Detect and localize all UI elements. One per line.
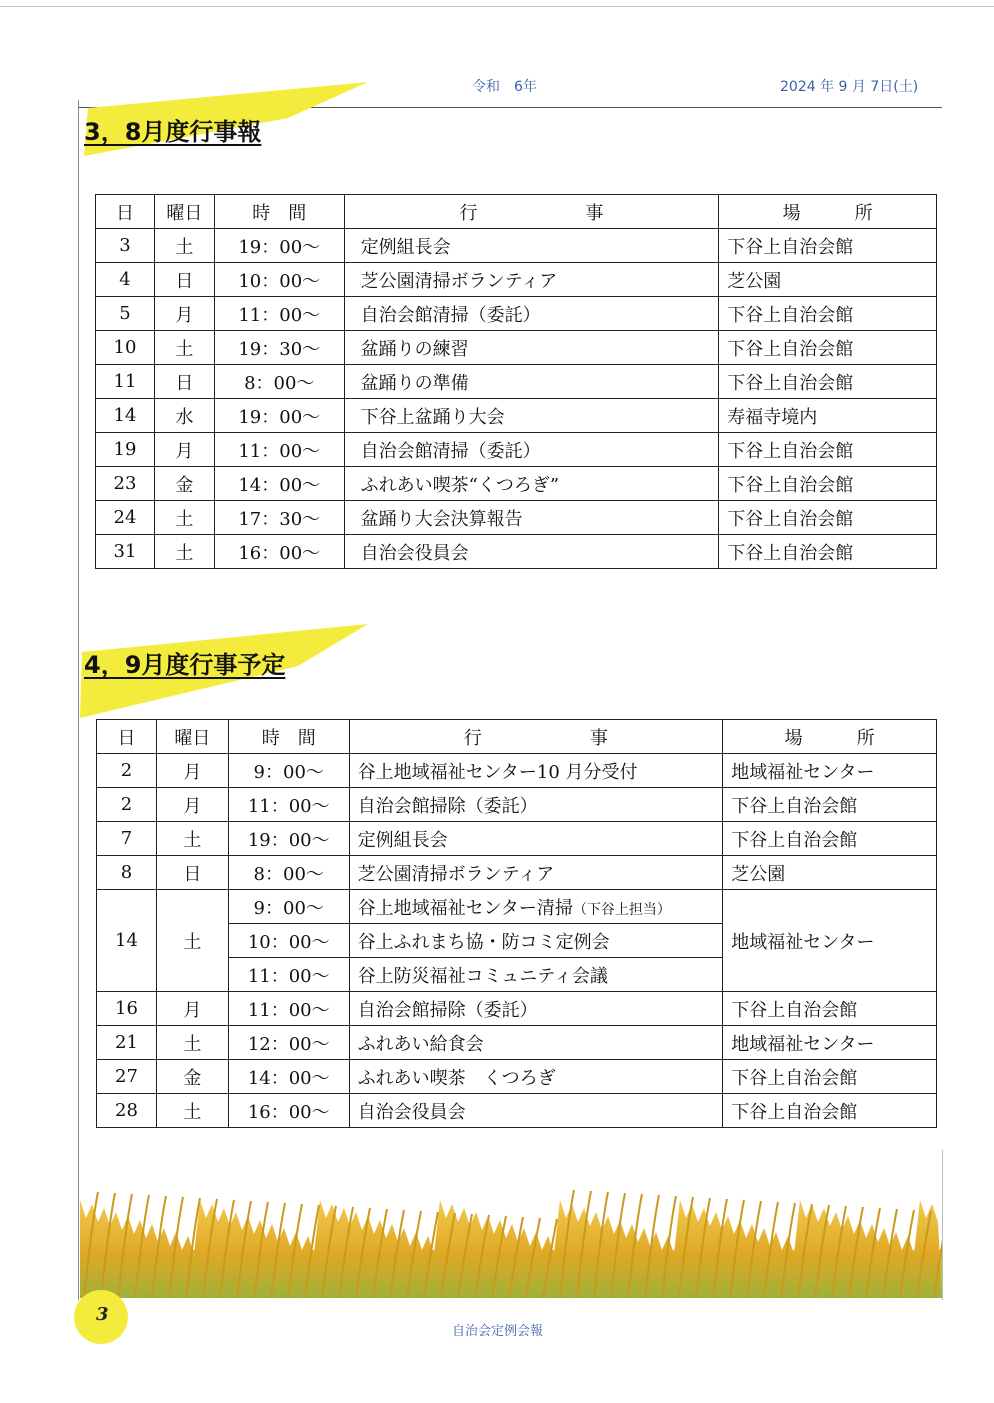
- section2-table: [96, 719, 937, 1128]
- col-event: 行 事: [349, 720, 723, 754]
- event-note: （下谷上担当）: [572, 901, 671, 918]
- header-era: 令和 6年: [472, 79, 537, 95]
- cell-weekday: 月: [154, 433, 214, 467]
- page-top-border: [0, 6, 994, 7]
- cell-day: 2: [97, 754, 157, 788]
- cell-event: 谷上地域福祉センター10 月分受付: [349, 754, 723, 788]
- table-row: [97, 788, 937, 822]
- col-time: 時 間: [214, 195, 344, 229]
- cell-time: 11：00～: [228, 788, 349, 822]
- cell-place: 地域福祉センター: [723, 754, 937, 788]
- cell-event: ふれあい給食会: [349, 1026, 723, 1060]
- cell-time: 14：00～: [228, 1060, 349, 1094]
- cell-weekday: 土: [156, 822, 228, 856]
- cell-weekday: 月: [156, 992, 228, 1026]
- cell-event: 自治会役員会: [349, 1094, 723, 1128]
- cell-event: 盆踊りの練習: [344, 331, 719, 365]
- cell-day: 23: [96, 467, 155, 501]
- cell-day: 11: [96, 365, 155, 399]
- cell-time: 11：00～: [214, 297, 344, 331]
- cell-day: 5: [96, 297, 155, 331]
- cell-event: 自治会館掃除（委託）: [349, 788, 723, 822]
- cell-time: 16：00～: [214, 535, 344, 569]
- page-number: 3: [96, 1304, 109, 1325]
- cell-time: 19：00～: [228, 822, 349, 856]
- table-header-row: [96, 195, 937, 229]
- col-time: 時 間: [228, 720, 349, 754]
- col-place: 場 所: [719, 195, 937, 229]
- cell-day: 28: [97, 1094, 157, 1128]
- cell-weekday: 金: [156, 1060, 228, 1094]
- cell-weekday: 土: [156, 890, 228, 992]
- cell-weekday: 月: [156, 788, 228, 822]
- page-number-badge: [74, 1290, 128, 1344]
- table-row: [96, 467, 937, 501]
- table-row: [97, 1094, 937, 1128]
- cell-weekday: 日: [154, 263, 214, 297]
- cell-day: 7: [97, 822, 157, 856]
- cell-day: 24: [96, 501, 155, 535]
- cell-event: 自治会館清掃（委託）: [344, 297, 719, 331]
- cell-event: 谷上ふれまち協・防コミ定例会: [349, 924, 723, 958]
- col-day: 日: [96, 195, 155, 229]
- cell-event: 定例組長会: [344, 229, 719, 263]
- table-row: [97, 856, 937, 890]
- cell-event: 定例組長会: [349, 822, 723, 856]
- cell-weekday: 月: [154, 297, 214, 331]
- cell-day: 14: [96, 399, 155, 433]
- col-weekday: 曜日: [154, 195, 214, 229]
- cell-day: 14: [97, 890, 157, 992]
- cell-place: 下谷上自治会館: [719, 229, 937, 263]
- table-row: [96, 331, 937, 365]
- cell-weekday: 土: [154, 229, 214, 263]
- table-row: [96, 501, 937, 535]
- cell-event: 芝公園清掃ボランティア: [344, 263, 719, 297]
- cell-place: 下谷上自治会館: [719, 433, 937, 467]
- table-row: [97, 822, 937, 856]
- cell-event: 自治会館清掃（委託）: [344, 433, 719, 467]
- table-row: [96, 229, 937, 263]
- cell-event: 盆踊りの準備: [344, 365, 719, 399]
- cell-day: 19: [96, 433, 155, 467]
- cell-time: 10：00～: [228, 924, 349, 958]
- cell-day: 3: [96, 229, 155, 263]
- cell-place: 下谷上自治会館: [723, 1094, 937, 1128]
- cell-place: 下谷上自治会館: [719, 331, 937, 365]
- cell-place: 下谷上自治会館: [719, 365, 937, 399]
- cell-place: 下谷上自治会館: [719, 535, 937, 569]
- cell-place: 芝公園: [723, 856, 937, 890]
- cell-time: 11：00～: [228, 958, 349, 992]
- cell-time: 16：00～: [228, 1094, 349, 1128]
- col-weekday: 曜日: [156, 720, 228, 754]
- footer-title: 自治会定例会報: [452, 1324, 544, 1339]
- cell-time: 14：00～: [214, 467, 344, 501]
- cell-day: 21: [97, 1026, 157, 1060]
- cell-day: 8: [97, 856, 157, 890]
- cell-day: 31: [96, 535, 155, 569]
- col-day: 日: [97, 720, 157, 754]
- cell-place: 下谷上自治会館: [723, 1060, 937, 1094]
- cell-time: 11：00～: [214, 433, 344, 467]
- table-row: [97, 1026, 937, 1060]
- cell-event: [349, 890, 723, 924]
- table-row: [97, 992, 937, 1026]
- cell-weekday: 土: [154, 535, 214, 569]
- cell-weekday: 金: [154, 467, 214, 501]
- cell-weekday: 土: [154, 501, 214, 535]
- cell-event: 盆踊り大会決算報告: [344, 501, 719, 535]
- table-row: [96, 297, 937, 331]
- cell-time: 11：00～: [228, 992, 349, 1026]
- cell-time: 9：00～: [228, 890, 349, 924]
- table-row: [96, 263, 937, 297]
- cell-place: 下谷上自治会館: [719, 297, 937, 331]
- table-row: [96, 535, 937, 569]
- cell-day: 4: [96, 263, 155, 297]
- cell-place: 下谷上自治会館: [719, 501, 937, 535]
- cell-event: 自治会役員会: [344, 535, 719, 569]
- cell-time: 19：00～: [214, 229, 344, 263]
- cell-day: 10: [96, 331, 155, 365]
- cell-weekday: 日: [156, 856, 228, 890]
- table-row: [96, 399, 937, 433]
- cell-place: 下谷上自治会館: [723, 992, 937, 1026]
- cell-time: 19：00～: [214, 399, 344, 433]
- cell-place: 下谷上自治会館: [723, 822, 937, 856]
- cell-time: 8：00～: [228, 856, 349, 890]
- cell-event: 芝公園清掃ボランティア: [349, 856, 723, 890]
- cell-time: 17：30～: [214, 501, 344, 535]
- cell-weekday: 土: [156, 1026, 228, 1060]
- table-row: [97, 1060, 937, 1094]
- header-date: 2024 年 9 月 7日(土): [780, 79, 919, 95]
- col-event: 行 事: [344, 195, 719, 229]
- rice-field-illustration: [80, 1180, 942, 1298]
- cell-event: 下谷上盆踊り大会: [344, 399, 719, 433]
- cell-event: 谷上防災福祉コミュニティ会議: [349, 958, 723, 992]
- section1-table: [95, 194, 937, 569]
- cell-place: 地域福祉センター: [723, 890, 937, 992]
- cell-place: 下谷上自治会館: [723, 788, 937, 822]
- cell-place: 地域福祉センター: [723, 1026, 937, 1060]
- cell-time: 8：00～: [214, 365, 344, 399]
- cell-day: 2: [97, 788, 157, 822]
- right-margin-line: [942, 1150, 943, 1300]
- cell-weekday: 水: [154, 399, 214, 433]
- table-row-group: [97, 890, 937, 924]
- event-text: 谷上地域福祉センター清掃: [357, 897, 573, 919]
- table-row: [96, 365, 937, 399]
- cell-place: 芝公園: [719, 263, 937, 297]
- table-row: [97, 754, 937, 788]
- cell-time: 19：30～: [214, 331, 344, 365]
- cell-weekday: 土: [156, 1094, 228, 1128]
- cell-place: 下谷上自治会館: [719, 467, 937, 501]
- table-row: [96, 433, 937, 467]
- cell-weekday: 土: [154, 331, 214, 365]
- cell-day: 16: [97, 992, 157, 1026]
- col-place: 場 所: [723, 720, 937, 754]
- cell-time: 10：00～: [214, 263, 344, 297]
- cell-place: 寿福寺境内: [719, 399, 937, 433]
- table-header-row: [97, 720, 937, 754]
- cell-time: 9：00～: [228, 754, 349, 788]
- cell-weekday: 日: [154, 365, 214, 399]
- section1-title: 3，8月度行事報: [84, 118, 262, 146]
- cell-time: 12：00～: [228, 1026, 349, 1060]
- cell-day: 27: [97, 1060, 157, 1094]
- cell-event: 自治会館掃除（委託）: [349, 992, 723, 1026]
- cell-weekday: 月: [156, 754, 228, 788]
- section2-title: 4，9月度行事予定: [84, 651, 286, 679]
- cell-event: ふれあい喫茶 くつろぎ: [349, 1060, 723, 1094]
- cell-event: ふれあい喫茶“くつろぎ”: [344, 467, 719, 501]
